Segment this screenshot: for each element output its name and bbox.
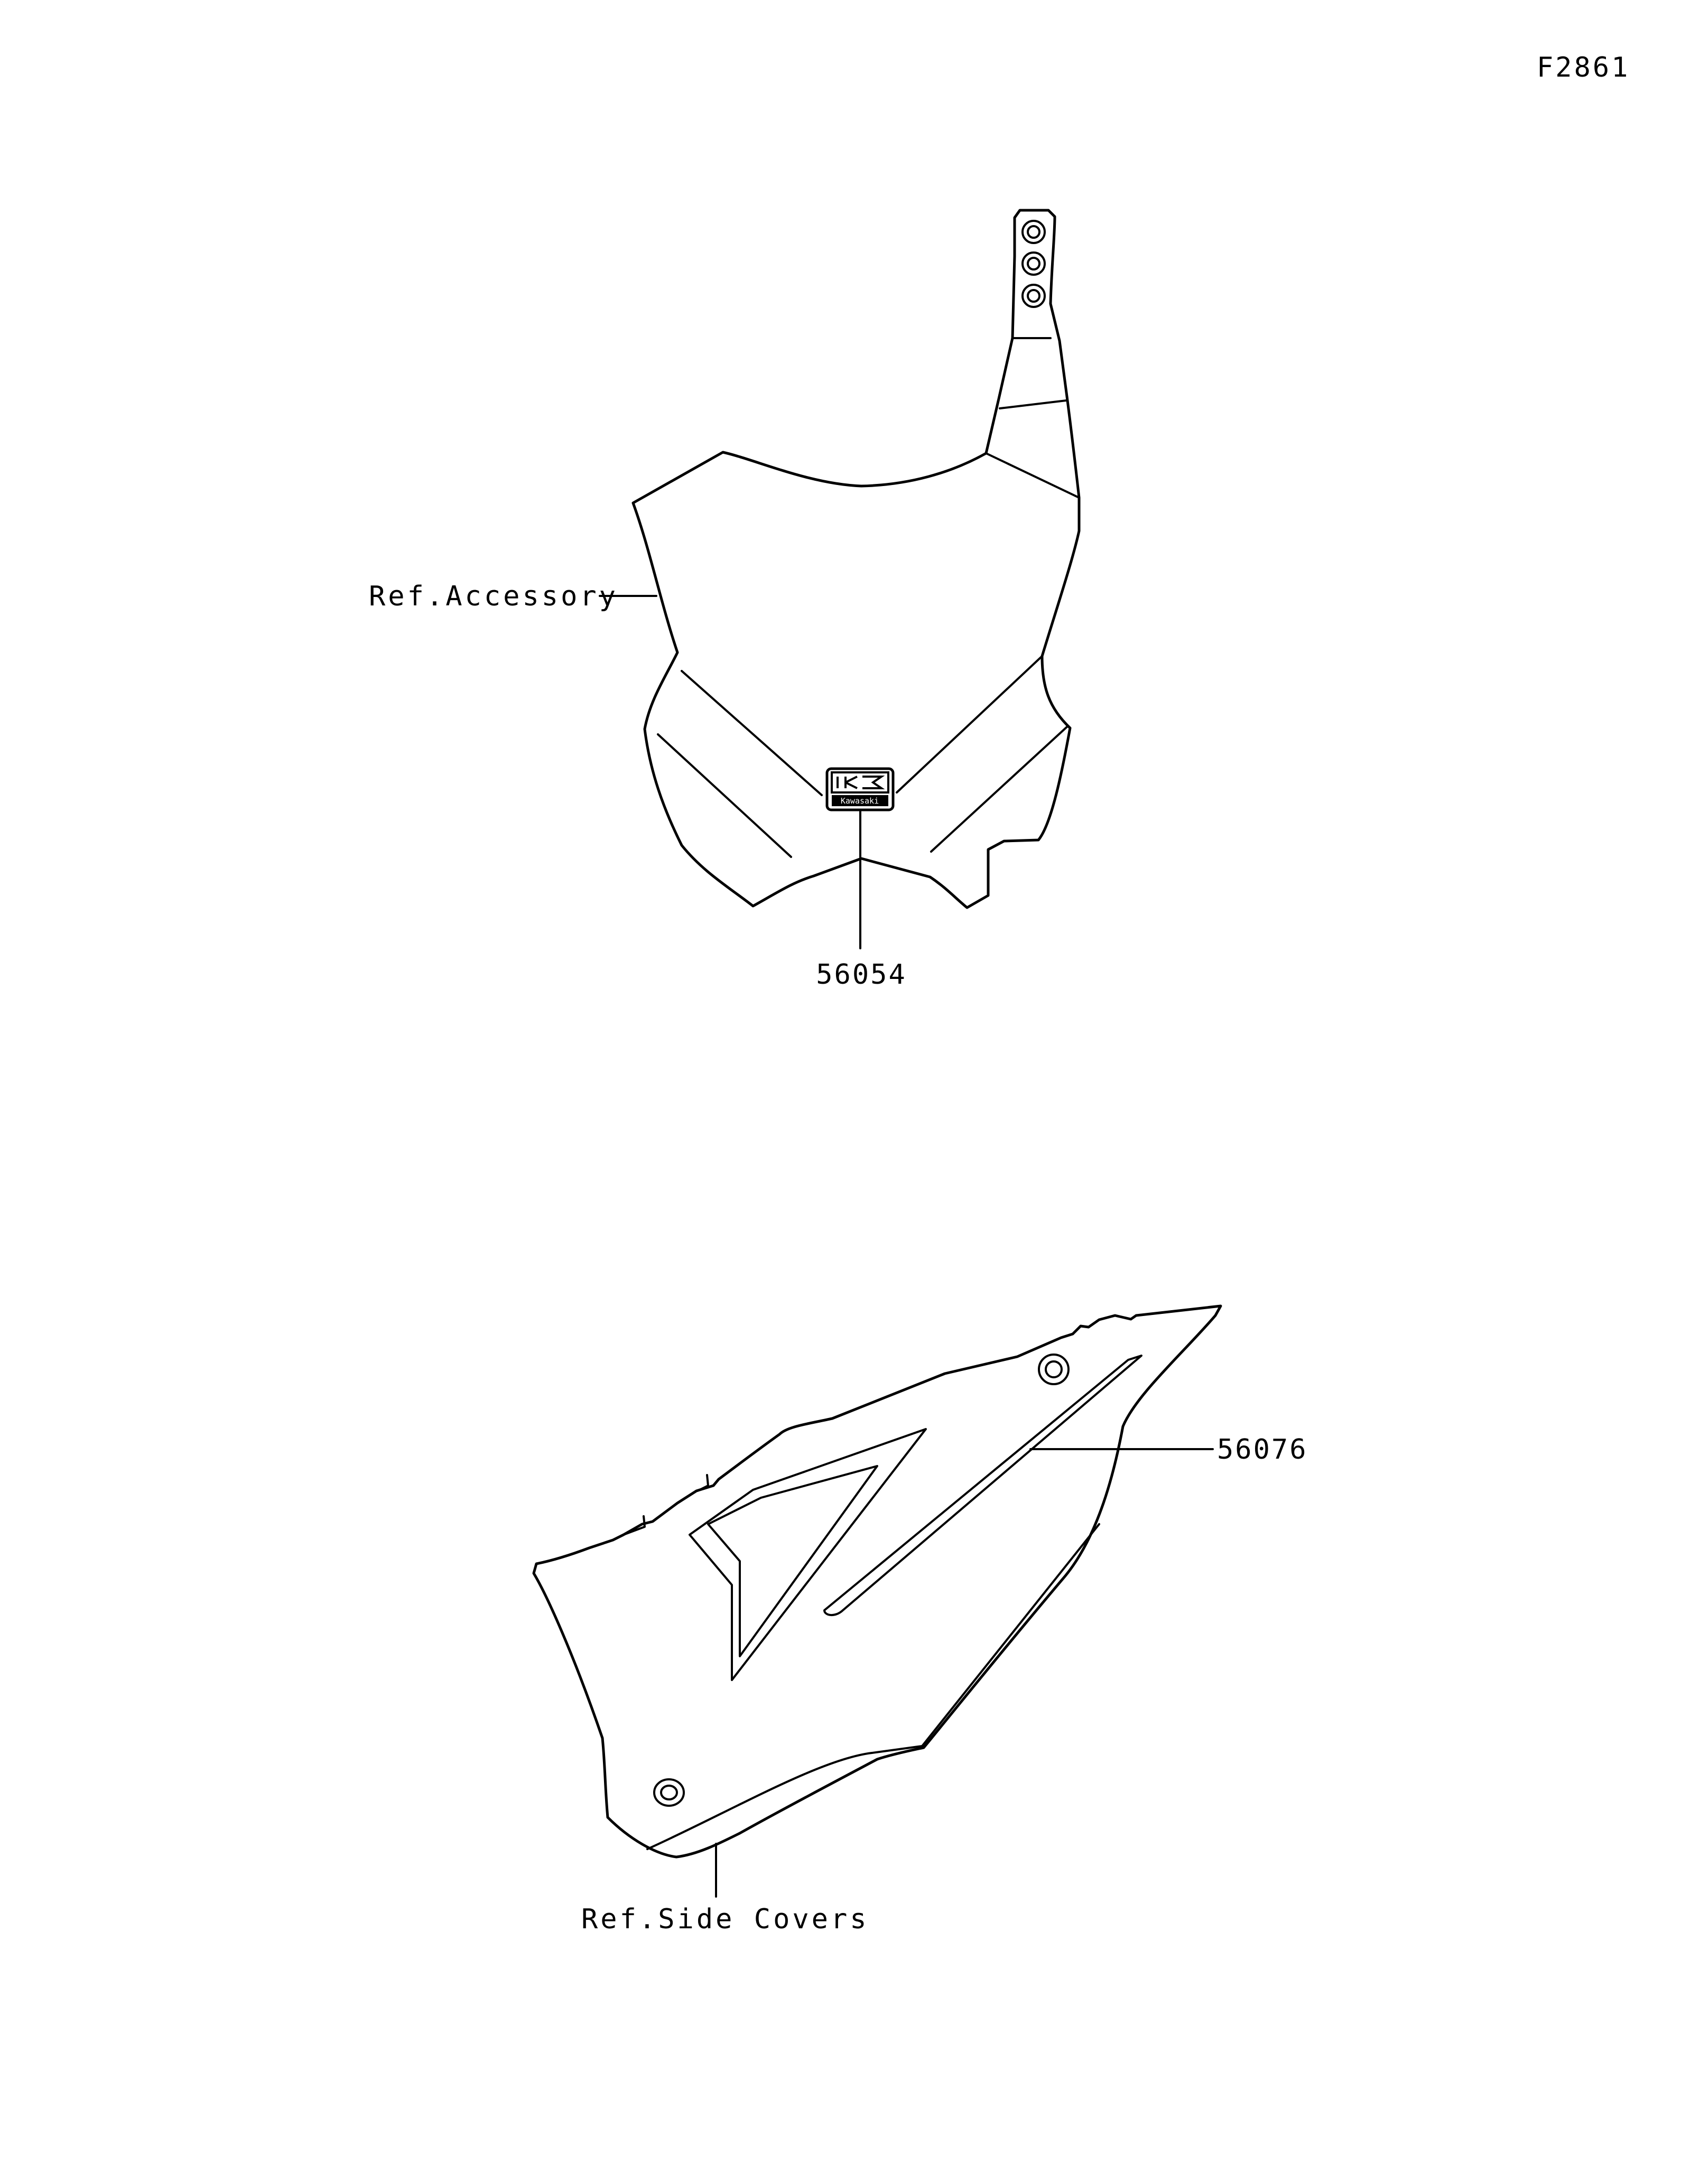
label-ref-side-covers: Ref.Side Covers (581, 1903, 869, 1935)
figure-id: F2861 (1537, 52, 1630, 83)
label-ref-accessory: Ref.Accessory (369, 581, 618, 612)
logo-wordmark: Kawasaki (840, 796, 879, 806)
kawasaki-decal-56054 (827, 769, 893, 810)
label-56076: 56076 (1217, 1434, 1308, 1466)
side-cover (534, 1306, 1221, 1857)
label-56054: 56054 (816, 959, 907, 991)
